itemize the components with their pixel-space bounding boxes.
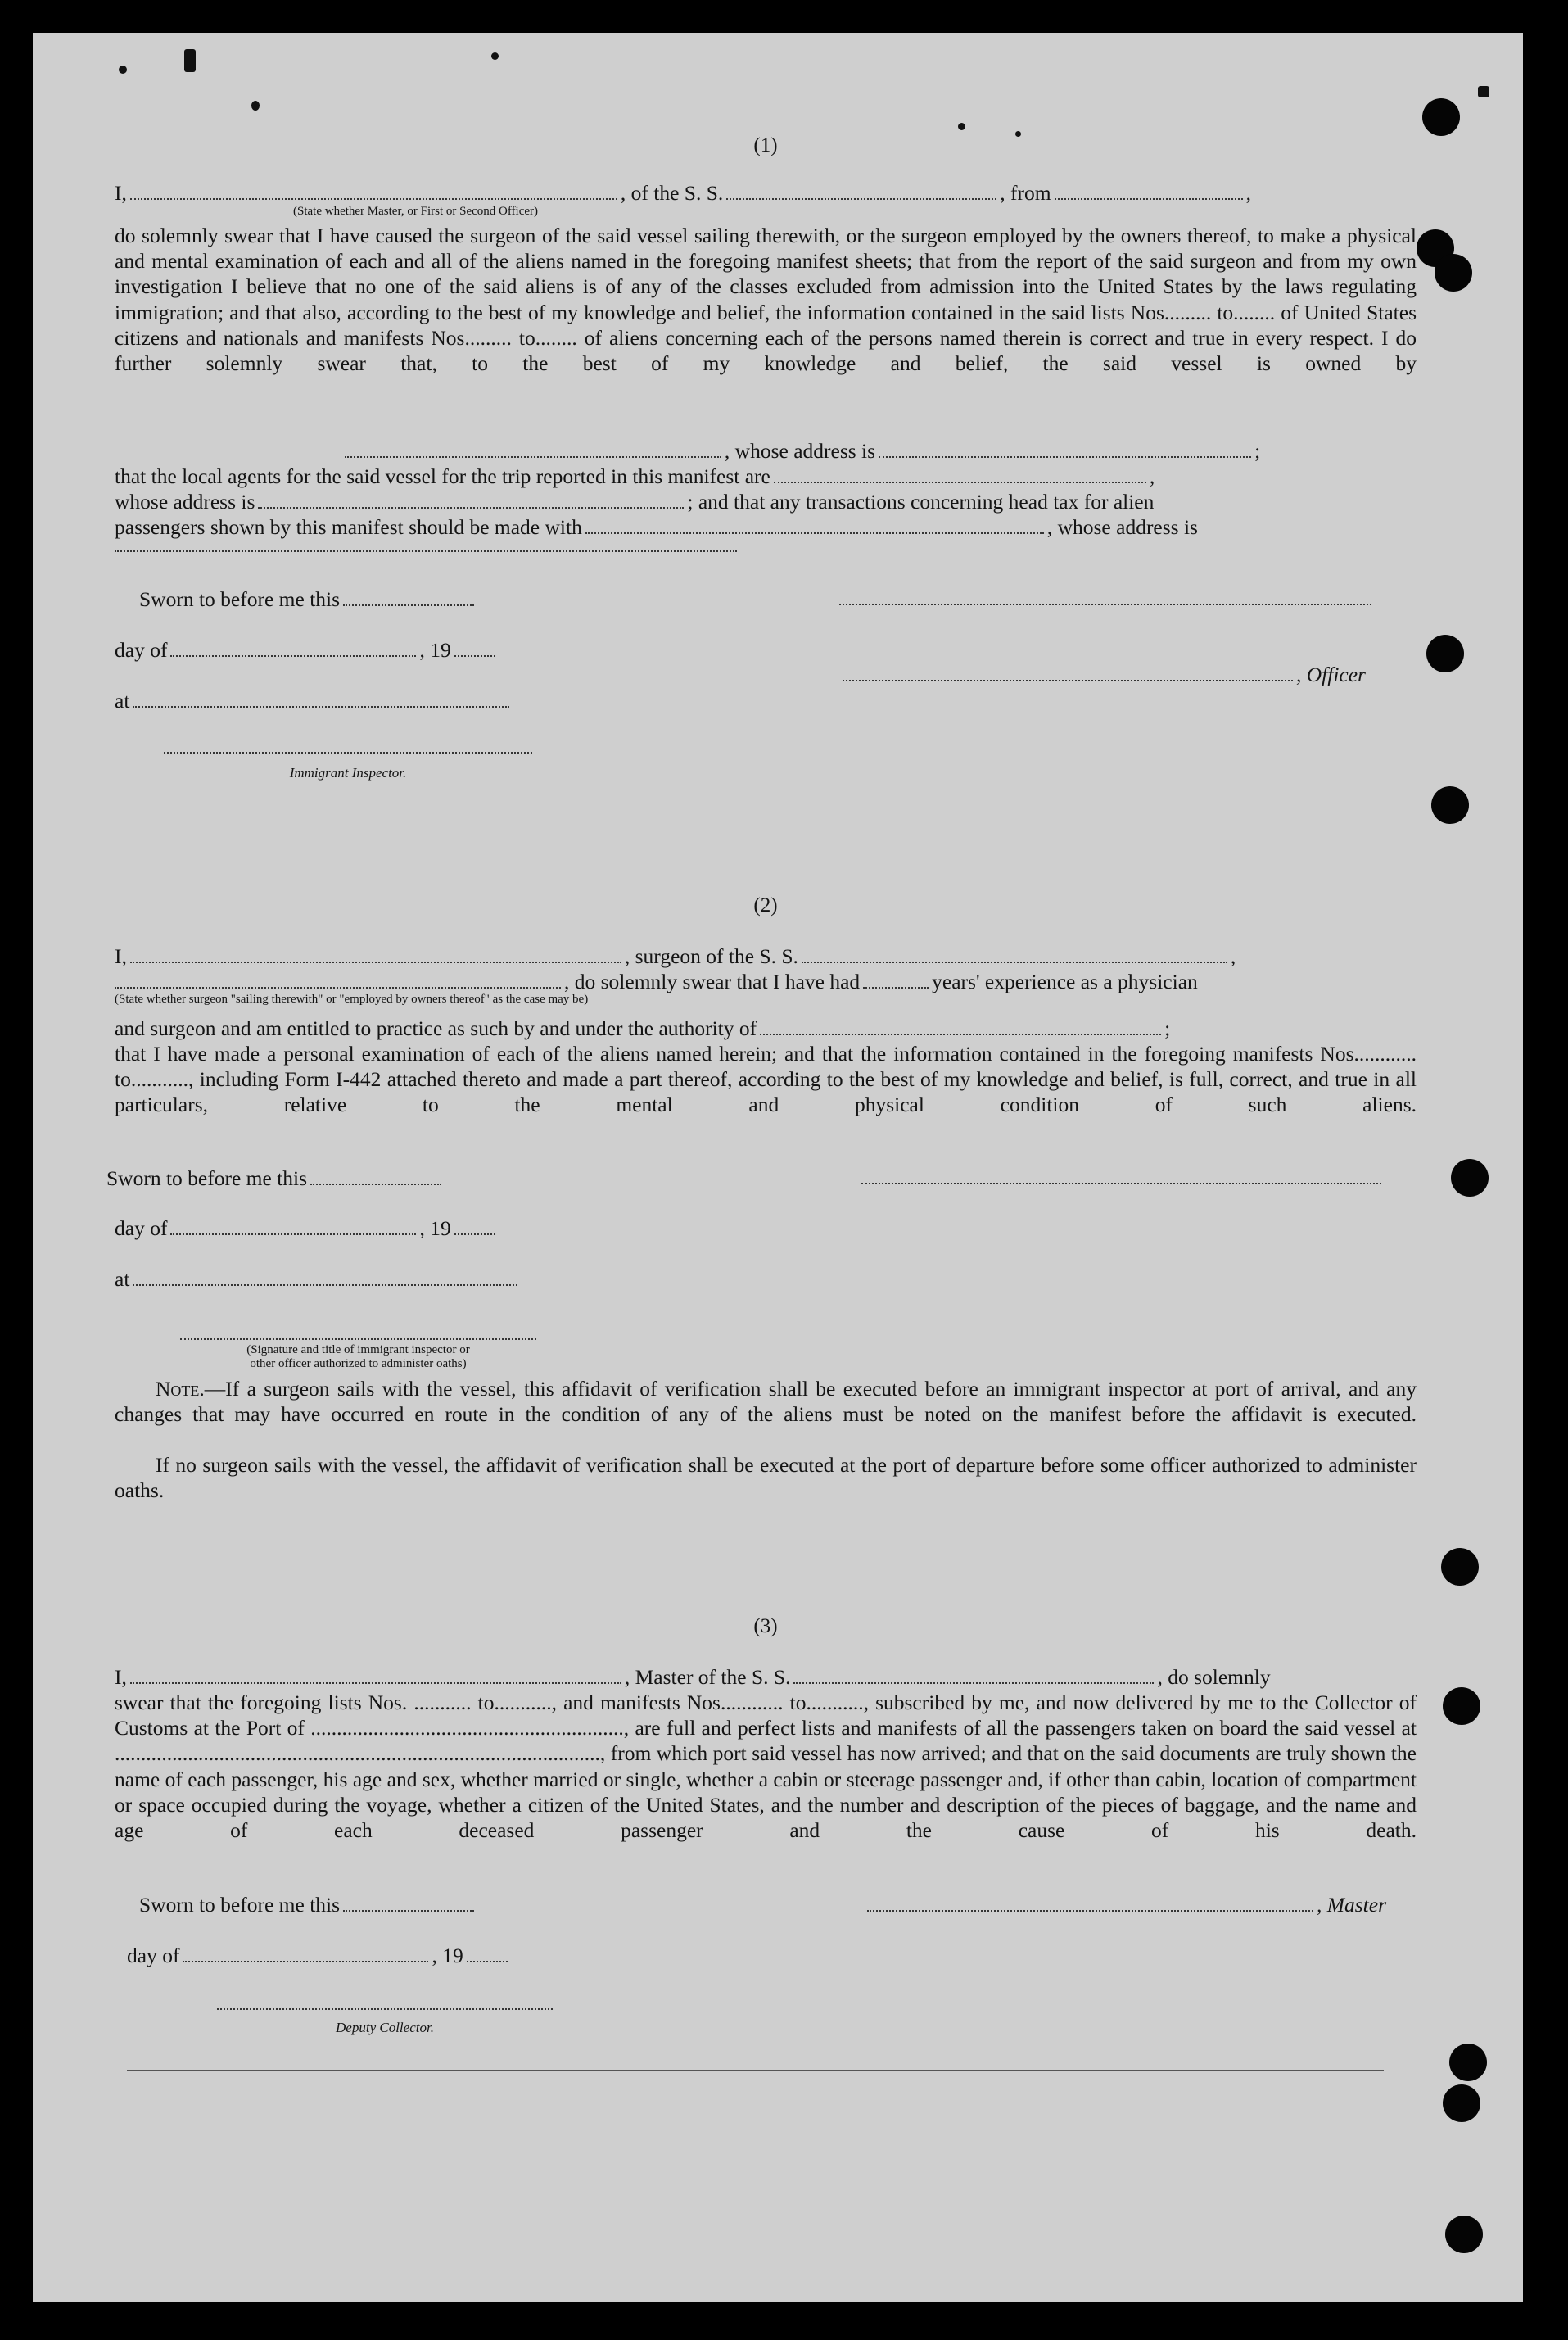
blank-month[interactable] [183, 1946, 428, 1962]
section-1-number: (1) [753, 134, 778, 156]
blank-officer-signature[interactable] [839, 602, 1371, 605]
punch-hole [1422, 98, 1460, 136]
section-3-number: (3) [753, 1615, 778, 1637]
text: , do solemnly [1157, 1665, 1271, 1689]
text: I, [115, 1665, 127, 1689]
note-label: Note. [156, 1377, 205, 1401]
note-body-2: If no surgeon sails with the vessel, the affidavit of verification shall be executed at the port of departure before some officer authorized to administer oaths. [115, 1453, 1417, 1502]
blank-sworn-day[interactable] [310, 1169, 441, 1185]
section-2-number: (2) [753, 894, 778, 917]
text: , Master [1317, 1893, 1386, 1917]
ink-speck [251, 101, 260, 111]
blank-surgeon-status[interactable] [115, 972, 561, 989]
ink-speck [184, 49, 196, 72]
text: Sworn to before me this [139, 587, 341, 611]
text: years' experience as a physician [932, 970, 1198, 993]
text: , 19 [419, 1216, 451, 1240]
blank-surgeon-signature[interactable] [861, 1181, 1381, 1184]
punch-hole [1435, 254, 1472, 292]
blank-agents-address[interactable] [258, 492, 684, 509]
text: I, [115, 181, 127, 205]
section-2-line-2 [115, 969, 1417, 994]
section-2-day [115, 1215, 499, 1241]
bottom-rule [127, 2070, 1384, 2071]
blank-ship-name[interactable] [802, 947, 1227, 963]
blank-year[interactable] [467, 1946, 508, 1962]
section-1-body-text: do solemnly swear that I have caused the surgeon of the said vessel sailing therewith, or the surgeon employed by the owners thereof, to make a physical and mental examination of each and all of the aliens named in the foregoing manifest sheets; that from the report of the said surgeon and from my own investigation I believe that no one of the said aliens is of any of the classes excluded from admission into the United States by the laws regulating immigration; and that also, according to the best of my knowledge and belief, the information contained in the said lists Nos......... to........ of United States citizens and nationals and manifests Nos......... to........ of aliens concerning each of the persons named therein is correct and true in every respect. I do further solemnly swear that, to the best of my knowledge and belief, the said vessel is owned by [115, 224, 1417, 376]
text: , surgeon of the S. S. [624, 944, 798, 968]
blank-owner-address[interactable] [879, 441, 1251, 458]
punch-hole [1445, 2216, 1483, 2253]
text: , Master of the S. S. [624, 1665, 791, 1689]
blank-head-tax-agent[interactable] [585, 518, 1044, 534]
section-3-master [864, 1892, 1386, 1917]
text: , from [1000, 181, 1051, 205]
text: that the local agents for the said vessel for the trip reported in this manifest are [115, 464, 770, 488]
text: , 19 [419, 638, 451, 662]
blank-officer-title[interactable] [843, 665, 1293, 681]
section-2-sworn [106, 1165, 445, 1191]
text: other officer authorized to administer oaths) [250, 1357, 467, 1370]
text: day of [127, 1944, 180, 1967]
section-1-body [115, 223, 1417, 376]
text: , of the S. S. [620, 181, 724, 205]
punch-hole [1441, 1548, 1479, 1586]
blank-inspector-signature[interactable] [164, 750, 532, 754]
section-1-owned-line: , whose address is ; [115, 438, 1417, 464]
blank-master-signature[interactable] [867, 1895, 1313, 1912]
note-paragraph [115, 1376, 1417, 1427]
text: (Signature and title of immigrant inspector or [246, 1343, 470, 1356]
blank-year[interactable] [454, 1219, 495, 1235]
section-2-sig-caption [180, 1343, 536, 1371]
section-1-line-1: I, , of the S. S. , from , [115, 181, 1251, 205]
text: whose address is [115, 490, 255, 514]
note-body: —If a surgeon sails with the vessel, this affidavit of verification shall be executed before an immigrant inspector at port of arrival, and any changes that may have occurred en route in the condition of any of the aliens must be noted on the manifest before the affidavit is executed. [115, 1377, 1417, 1426]
text: , whose address is [1046, 515, 1198, 539]
section-1-at [115, 688, 513, 713]
text: day of [115, 1216, 168, 1240]
blank-authority[interactable] [760, 1019, 1161, 1035]
section-1-passengers-line [115, 514, 1417, 540]
blank-month[interactable] [170, 640, 416, 657]
text: , 19 [432, 1944, 463, 1967]
inspector-caption: Immigrant Inspector. [289, 765, 407, 781]
text: , Officer [1296, 663, 1366, 686]
section-3-body-text: swear that the foregoing lists Nos. ........... to..........., and manifests Nos............ to..........., subscribed by me, and now delivered by me to the Collector of Customs at the Port of ............................................................, are full and perfect lists and manifests of all the passengers taken on board the said vessel at ............................................................................................., from which port said vessel has now arrived; and that on the said documents are truly shown the name of each passenger, his age and sex, whether married or single, whether a cabin or steerage passenger and, if other than cabin, location of compartment or space occupied during the voyage, whether a citizen of the United States, and the number and description of the pieces of baggage, and the name and age of each deceased passenger and the cause of his death. [115, 1691, 1417, 1843]
section-3-body [115, 1690, 1417, 1843]
section-1-agents-line: that the local agents for the said vessel for the trip reported in this manifest are , [115, 464, 1155, 488]
blank-officer-name[interactable] [130, 183, 617, 200]
deputy-caption: Deputy Collector. [336, 2020, 434, 2035]
text: Sworn to before me this [106, 1166, 308, 1190]
ink-speck [958, 123, 965, 130]
punch-hole [1449, 2044, 1487, 2081]
blank-head-tax-address[interactable] [115, 549, 737, 552]
section-2-body [115, 1041, 1417, 1118]
blank-deputy-signature[interactable] [217, 2007, 553, 2010]
text: Sworn to before me this [139, 1893, 341, 1917]
text: at [115, 689, 130, 713]
note-paragraph-2 [115, 1452, 1417, 1503]
blank-place[interactable] [133, 691, 509, 708]
text: , do solemnly swear that I have had [564, 970, 861, 993]
blank-master-name[interactable] [130, 1668, 621, 1684]
section-2-at [115, 1266, 521, 1292]
blank-owner[interactable] [345, 441, 721, 458]
text: ; and that any transactions concerning head tax for alien [687, 490, 1155, 514]
ink-speck [491, 52, 499, 60]
punch-hole [1431, 786, 1469, 824]
punch-hole [1443, 1687, 1480, 1725]
section-3-day [127, 1943, 511, 1968]
section-2-line-1: I, , surgeon of the S. S. , [115, 944, 1236, 968]
section-2-caption: (State whether surgeon "sailing therewith" or "employed by owners thereof" as the case may be) [115, 993, 589, 1006]
text: day of [115, 638, 168, 662]
blank-surgeon-name[interactable] [130, 947, 621, 963]
punch-hole [1426, 635, 1464, 672]
blank-place[interactable] [133, 1270, 517, 1286]
section-1-caption: (State whether Master, or First or Second Officer) [293, 205, 539, 218]
blank-local-agents[interactable] [774, 467, 1146, 483]
section-1-sworn [139, 586, 477, 612]
blank-sworn-day[interactable] [343, 1895, 474, 1912]
section-2-authority: and surgeon and am entitled to practice as such by and under the authority of ; [115, 1016, 1171, 1040]
punch-hole [1451, 1159, 1489, 1197]
ink-speck [1478, 86, 1489, 97]
blank-from-port[interactable] [1055, 183, 1243, 200]
punch-hole [1443, 2084, 1480, 2122]
text: , whose address is [724, 439, 876, 463]
section-1-day [115, 637, 499, 663]
blank-ship-name[interactable] [793, 1668, 1154, 1684]
blank-inspector-signature[interactable] [180, 1337, 536, 1340]
ink-speck [119, 66, 127, 74]
text: I, [115, 944, 127, 968]
blank-sworn-day[interactable] [343, 590, 474, 606]
blank-month[interactable] [170, 1219, 416, 1235]
blank-year[interactable] [454, 640, 495, 657]
blank-years[interactable] [863, 972, 929, 989]
text: at [115, 1267, 130, 1291]
section-3-sworn [139, 1892, 477, 1917]
section-3-line-1 [115, 1664, 1417, 1690]
document-page [33, 33, 1523, 2302]
section-1-address-line [115, 489, 1417, 514]
text: and surgeon and am entitled to practice as such by and under the authority of [115, 1016, 757, 1040]
text: passengers shown by this manifest should be made with [115, 515, 582, 539]
section-1-officer [839, 662, 1366, 687]
blank-ship-name[interactable] [726, 183, 996, 200]
section-2-body-text: that I have made a personal examination of each of the aliens named herein; and that the information contained in the foregoing manifests Nos............ to..........., including Form I-442 attached thereto and made a part thereof, according to the best of my knowledge and belief, is full, correct, and true in all particulars, relative to the mental and physical condition of such aliens. [115, 1042, 1417, 1117]
